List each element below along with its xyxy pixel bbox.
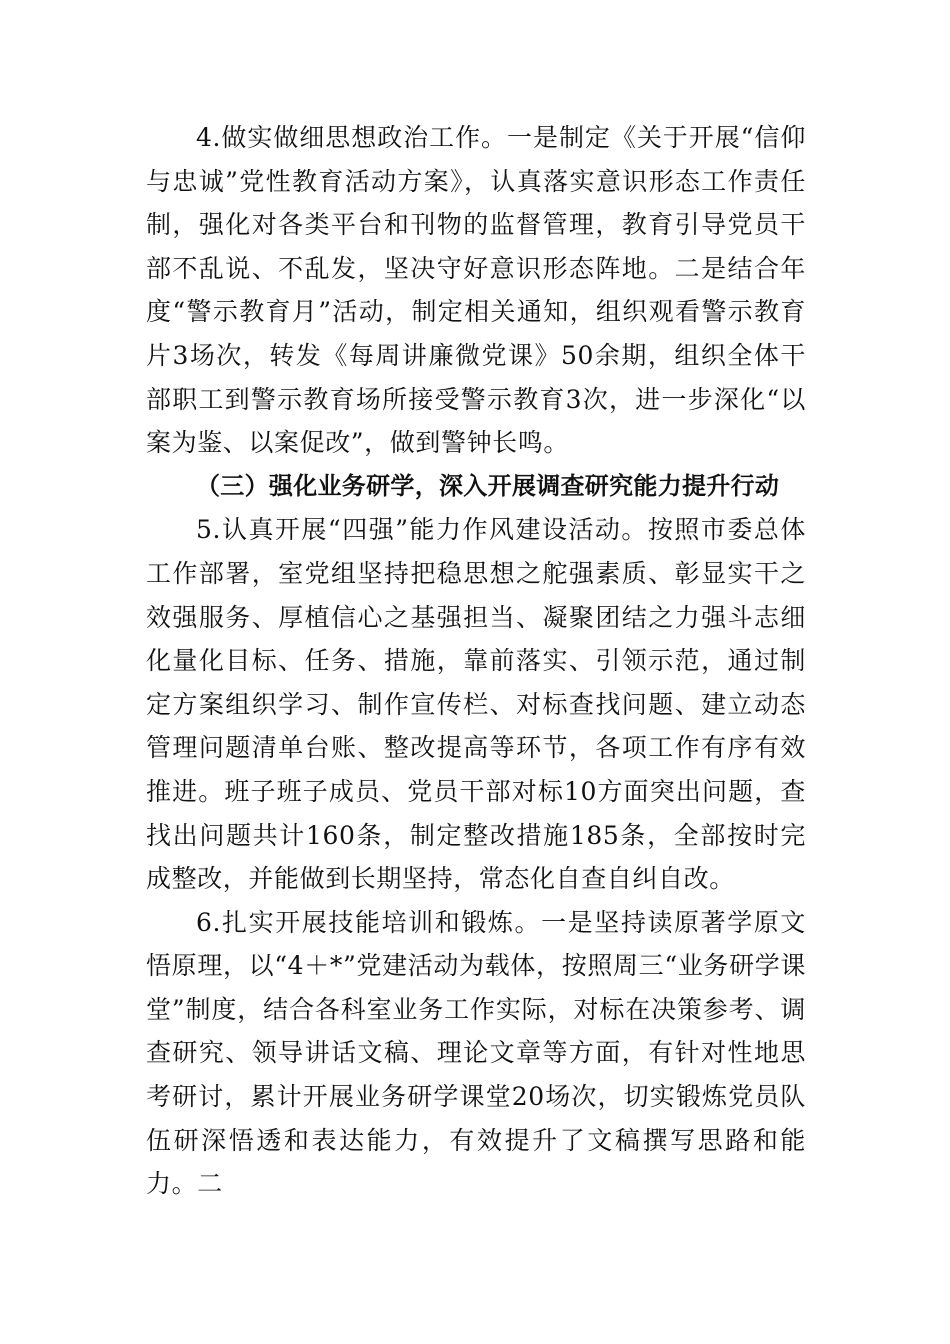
document-page (146, 116, 806, 1206)
paragraph-4-ideological-work: 4.做实做细思想政治工作。一是制定《关于开展“信仰与忠诚”党性教育活动方案》，认真落实意识形态工作责任制，强化对各类平台和刊物的监督管理，教育引导党员干部不乱说、不乱发，坚决守好意识形态阵地。二是结合年度“警示教育月”活动，制定相关通知，组织观看警示教育片3场次，转发《每周讲廉微党课》50余期，组织全体干部职工到警示教育场所接受警示教育3次，进一步深化“以案为鉴、以案促改”，做到警钟长鸣。 (146, 123, 806, 458)
paragraph-5-four-strengths: 5.认真开展“四强”能力作风建设活动。按照市委总体工作部署，室党组坚持把稳思想之舵强素质、彰显实干之效强服务、厚植信心之基强担当、凝聚团结之力强斗志细化量化目标、任务、措施，靠前落实、引领示范，通过制定方案组织学习、制作宣传栏、对标查找问题、建立动态管理问题清单台账、整改提高等环节，各项工作有序有效推进。班子班子成员、党员干部对标10方面突出问题，查找出问题共计160条，制定整改措施185条，全部按时完成整改，并能做到长期坚持，常态化自查自纠自改。 (146, 515, 806, 894)
paragraph-6-skills-training: 6.扎实开展技能培训和锻炼。一是坚持读原著学原文悟原理，以“4＋*”党建活动为载体，按照周三“业务研学课堂”制度，结合各科室业务工作实际，对标在决策参考、调查研究、领导讲话文稿、理论文章等方面，有针对性地思考研讨，累计开展业务研学课堂20场次，切实锻炼党员队伍研深悟透和表达能力，有效提升了文稿撰写思路和能力。二 (146, 907, 806, 1199)
section-heading-3: （三）强化业务研学，深入开展调查研究能力提升行动 (196, 471, 780, 500)
